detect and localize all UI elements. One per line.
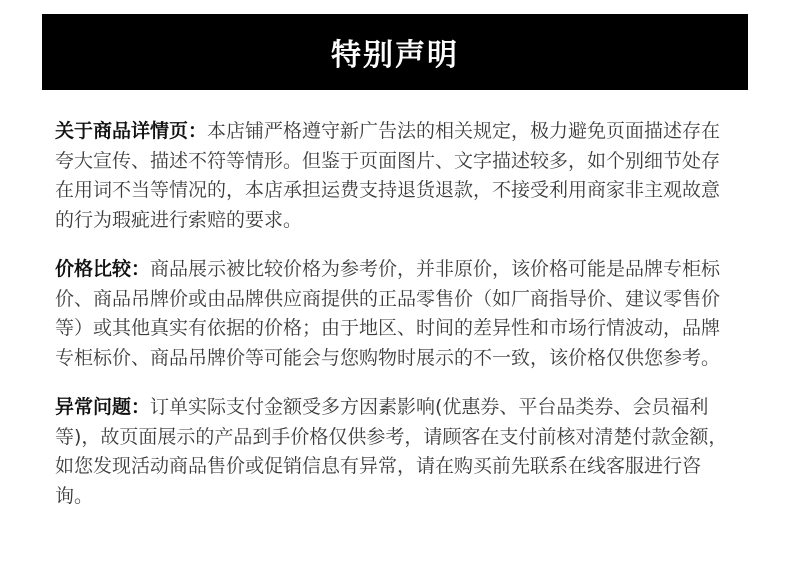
section-label: 异常问题： bbox=[55, 396, 151, 418]
section-label: 价格比较： bbox=[55, 258, 151, 280]
notice-content bbox=[55, 117, 735, 531]
section-body: 本店铺严格遵守新广告法的相关规定，极力避免页面描述存在夸大宣传、描述不符等情形。但鉴于页面图片、文字描述较多，如个别细节处存在用词不当等情况的，本店承担运费支持退货退款，不接受利用商家非主观故意的行为瑕疵进行索赔的要求。 bbox=[55, 120, 721, 231]
section-label: 关于商品详情页： bbox=[55, 120, 208, 142]
section-body: 订单实际支付金额受多方因素影响(优惠券、平台品类券、会员福利等)，故页面展示的产品到手价格仅供参考，请顾客在支付前核对清楚付款金额，如您发现活动商品售价或促销信息有异常，请在购买前先联系在线客服进行咨询。 bbox=[55, 396, 728, 507]
price-comparison-notice bbox=[55, 255, 735, 373]
product-detail-notice bbox=[55, 117, 735, 235]
header-banner bbox=[42, 14, 748, 90]
page-title: 特别声明 bbox=[331, 38, 459, 73]
abnormal-issue-notice bbox=[55, 393, 735, 511]
section-body: 商品展示被比较价格为参考价，并非原价，该价格可能是品牌专柜标价、商品吊牌价或由品牌供应商提供的正品零售价（如厂商指导价、建议零售价等）或其他真实有依据的价格；由于地区、时间的差异性和市场行情波动，品牌专柜标价、商品吊牌价等可能会与您购物时展示的不一致，该价格仅供您参考。 bbox=[55, 258, 721, 369]
